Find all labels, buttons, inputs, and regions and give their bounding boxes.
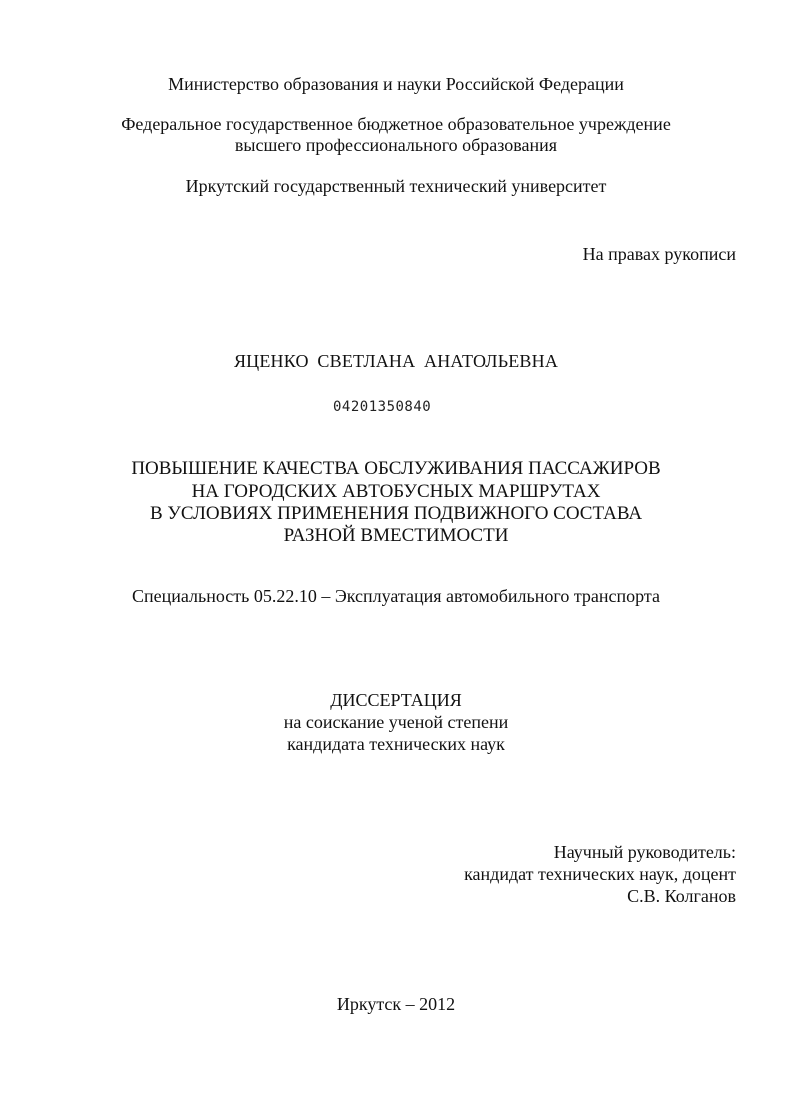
ministry-line: Министерство образования и науки Российской Федерации — [168, 74, 624, 94]
dissertation-degree-line-2: кандидата технических наук — [287, 734, 505, 754]
institution-line-2: высшего профессионального образования — [234, 135, 558, 155]
author-name: ЯЦЕНКО СВЕТЛАНА АНАТОЛЬЕВНА — [233, 351, 559, 371]
institution-line-1: Федеральное государственное бюджетное образовательное учреждение — [121, 114, 671, 134]
supervisor-label: Научный руководитель: — [553, 842, 736, 862]
dissertation-degree-line-1: на соискание ученой степени — [283, 712, 509, 732]
registration-number: 04201350840 — [333, 399, 432, 415]
university-line: Иркутский государственный технический университет — [185, 176, 607, 196]
city-year: Иркутск – 2012 — [336, 994, 456, 1014]
supervisor-degree: кандидат технических наук, доцент — [464, 864, 736, 884]
dissertation-heading: ДИССЕРТАЦИЯ — [330, 690, 462, 710]
supervisor-name: С.В. Колганов — [627, 886, 736, 906]
thesis-title-line-1: ПОВЫШЕНИЕ КАЧЕСТВА ОБСЛУЖИВАНИЯ ПАССАЖИРОВ — [131, 458, 661, 479]
specialty-line: Специальность 05.22.10 – Эксплуатация автомобильного транспорта — [131, 586, 660, 606]
thesis-title-line-2: НА ГОРОДСКИХ АВТОБУСНЫХ МАРШРУТАХ — [191, 481, 601, 502]
thesis-title-line-4: РАЗНОЙ ВМЕСТИМОСТИ — [283, 525, 509, 546]
thesis-title-line-3: В УСЛОВИЯХ ПРИМЕНЕНИЯ ПОДВИЖНОГО СОСТАВА — [149, 503, 643, 524]
manuscript-note: На правах рукописи — [582, 244, 736, 264]
